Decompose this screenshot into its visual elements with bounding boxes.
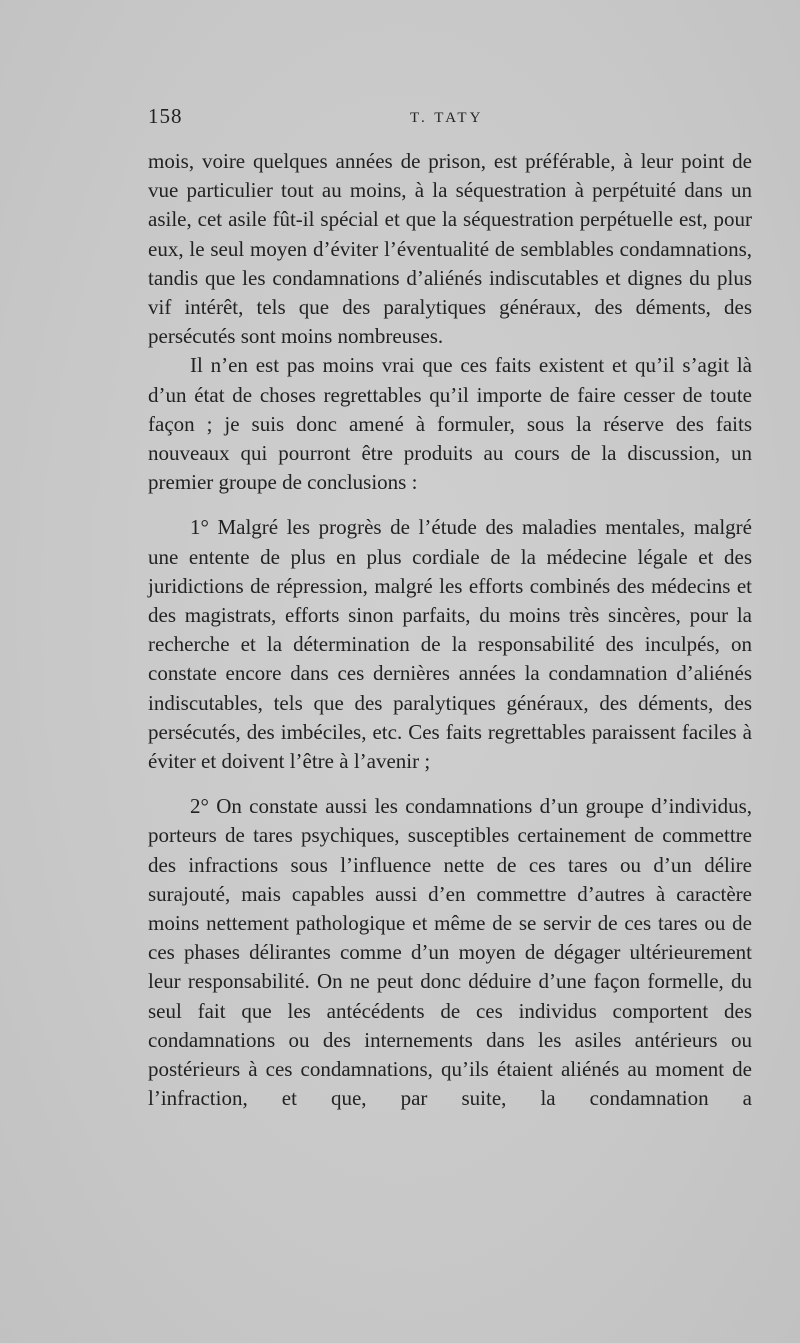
conclusion-2: 2° On constate aussi les condamnations d’un groupe d’individus, porteurs de tares psychiques, susceptibles certainement de commettre des infractions sous l’influence nette de ces tares ou d’un délire surajouté, mais capables aussi d’en commettre d’autres à caractère moins nettement pathologique et même de se servir de ces tares ou de ces phases délirantes comme d’un moyen de dégager ultérieurement leur responsabilité. On ne peut donc déduire d’une façon formelle, du seul fait que les antécédents de ces individus comportent des condamnations ou des internements dans les asiles antérieurs ou postérieurs à ces condamnations, qu’ils étaient aliénés au moment de l’infraction, et que, par suite, la condamnation a <box>148 794 752 1111</box>
page-header <box>148 104 752 134</box>
running-head: T. TATY <box>410 110 484 126</box>
page-number: 158 <box>148 104 183 128</box>
paragraph-continued: mois, voire quelques années de prison, est préférable, à leur point de vue particulier tout au moins, à la séquestration à perpétuité dans un asile, cet asile fût-il spécial et que la séquestration perpétuelle est, pour eux, le seul moyen d’éviter l’éventualité de semblables condamnations, tandis que les condamnations d’aliénés indiscutables et dignes du plus vif intérêt, tels que des paralytiques généraux, des déments, des persécutés sont moins nombreuses. <box>148 149 752 349</box>
body-text <box>148 147 752 1114</box>
paragraph-conclusions-intro: Il n’en est pas moins vrai que ces faits existent et qu’il s’agit là d’un état de choses regrettables qu’il importe de faire cesser de toute façon ; je suis donc amené à formuler, sous la réserve des faits nouveaux qui pourront être produits au cours de la discussion, un premier groupe de conclusions : <box>148 353 752 495</box>
conclusion-1: 1° Malgré les progrès de l’étude des maladies mentales, malgré une entente de plus en plus cordiale de la médecine légale et des juridictions de répression, malgré les efforts combinés des médecins et des magistrats, efforts sinon parfaits, du moins très sincères, pour la recherche et la détermination de la responsabilité des inculpés, on constate encore dans ces dernières années la condamnation d’aliénés indiscutables, tels que des paralytiques généraux, des déments, des persécutés, des imbéciles, etc. Ces faits regrettables paraissent faciles à éviter et doivent l’être à l’avenir ; <box>148 515 752 774</box>
